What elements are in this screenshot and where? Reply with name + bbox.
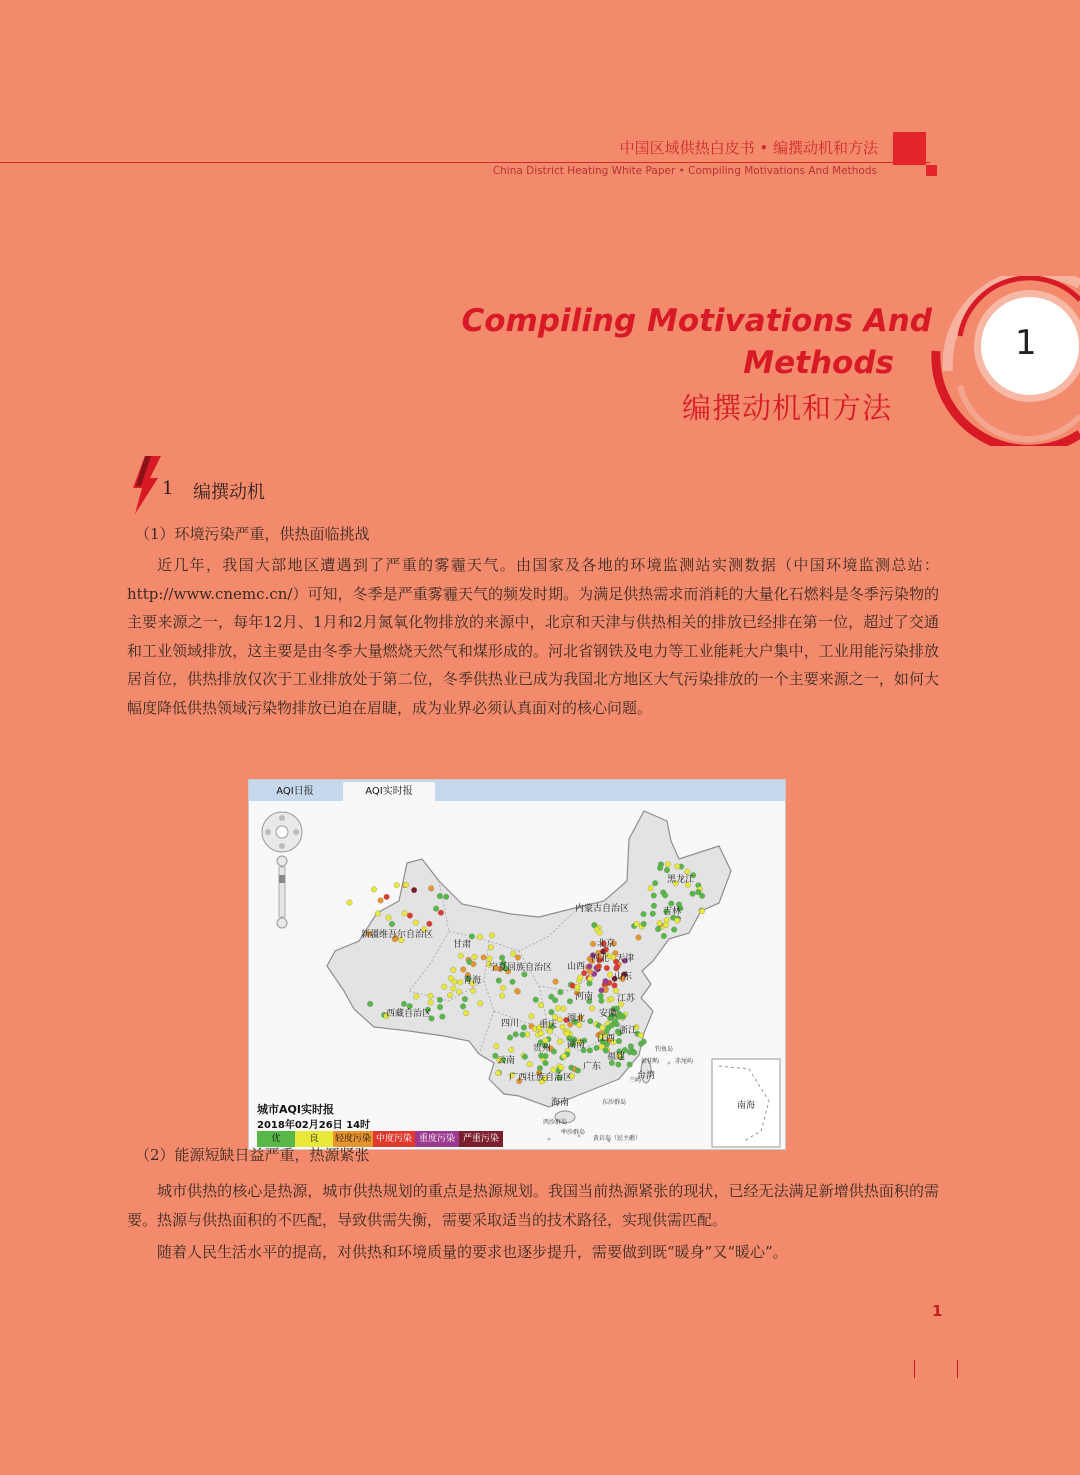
aqi-station-dot[interactable]	[414, 994, 420, 1000]
aqi-station-dot[interactable]	[428, 993, 434, 999]
aqi-station-dot[interactable]	[557, 1017, 563, 1023]
aqi-station-dot[interactable]	[549, 1009, 555, 1015]
aqi-station-dot[interactable]	[375, 911, 381, 917]
legend-item: 优	[257, 1131, 295, 1147]
paragraph-3: 随着人民生活水平的提高，对供热和环境质量的要求也逐步提升，需要做到既“暖身”又“暖心”。	[157, 1243, 788, 1261]
paragraph-1: 近几年，我国大部地区遭遇到了严重的雾霾天气。由国家及各地的环境监测站实测数据（中国环境监测总站：http://www.cnemc.cn/）可知，冬季是严重雾霾天气的频发时期。为满足供热需求而消耗的大量化石燃料是冬季污染物的主要来源之一，每年12月、1月和2月氮氧化物排放的来源中，北京和天津与供热相关的排放已经排在第一位，超过了交通和工业领域排放，这主要是由冬季大量燃烧天然气和煤形成的。河北省钢铁及电力等工业能耗大户集中，工业用能污染排放居首位，供热排放仅次于工业排放处于第二位，冬季供热业已成为我国北方地区大气污染排放的一个主要来源之一，如何大幅度降低供热领域污染物排放已迫在眉睫，成为业界必须认真面对的核心问题。	[127, 556, 939, 717]
chapter-title-en-line2: Methods	[743, 345, 894, 381]
aqi-station-dot[interactable]	[494, 1043, 500, 1049]
aqi-station-dot[interactable]	[401, 1001, 407, 1007]
label-gansu: 甘肃	[453, 940, 472, 950]
aqi-station-dot[interactable]	[587, 964, 593, 970]
label-hunan: 湖南	[567, 1040, 586, 1050]
label-diaoyu: 钓鱼岛	[655, 1046, 674, 1053]
aqi-station-dot[interactable]	[533, 997, 539, 1003]
aqi-station-dot[interactable]	[389, 921, 395, 927]
aqi-station-dot[interactable]	[616, 1062, 622, 1068]
aqi-station-dot[interactable]	[461, 967, 467, 973]
label-ningxia: 宁夏回族自治区	[489, 963, 553, 973]
aqi-station-dot[interactable]	[594, 1045, 600, 1051]
legend-item: 重度污染	[415, 1131, 459, 1147]
aqi-station-dot[interactable]	[489, 933, 495, 939]
label-xizang: 西藏自治区	[386, 1009, 432, 1019]
aqi-station-dot[interactable]	[671, 927, 677, 933]
aqi-station-dot[interactable]	[575, 1068, 581, 1074]
aqi-station-dot[interactable]	[543, 1038, 549, 1044]
aqi-station-dot[interactable]	[462, 996, 468, 1002]
aqi-station-dot[interactable]	[699, 908, 705, 914]
aqi-station-dot[interactable]	[599, 988, 605, 994]
label-huangyan: 黄岩岛（民主礁）	[593, 1135, 642, 1142]
aqi-station-dot[interactable]	[674, 864, 680, 870]
aqi-station-dot[interactable]	[509, 1047, 515, 1053]
aqi-station-dot[interactable]	[564, 1031, 570, 1037]
header-rule	[0, 162, 930, 163]
aqi-station-dot[interactable]	[560, 1024, 566, 1030]
aqi-station-dot[interactable]	[651, 903, 657, 909]
aqi-station-dot[interactable]	[607, 972, 613, 978]
map-tab-bar	[249, 780, 785, 801]
aqi-station-dot[interactable]	[428, 1000, 434, 1006]
aqi-station-dot[interactable]	[500, 985, 506, 991]
label-nanhai: 南海	[737, 1101, 756, 1111]
aqi-station-dot[interactable]	[657, 920, 663, 926]
label-fujian: 福建	[607, 1052, 626, 1062]
legend-item: 轻度污染	[333, 1131, 373, 1147]
aqi-station-dot[interactable]	[674, 918, 680, 924]
aqi-station-dot[interactable]	[499, 993, 505, 999]
label-beijing: 北京	[597, 939, 616, 949]
label-zhejiang: 浙江	[619, 1026, 638, 1036]
aqi-station-dot[interactable]	[558, 989, 564, 995]
aqi-station-dot[interactable]	[543, 1060, 549, 1066]
aqi-station-dot[interactable]	[557, 1039, 563, 1045]
aqi-station-dot[interactable]	[650, 911, 656, 917]
aqi-station-dot[interactable]	[665, 861, 671, 867]
aqi-station-dot[interactable]	[495, 1070, 501, 1076]
aqi-station-dot[interactable]	[451, 986, 457, 992]
label-guangdong: 广东	[583, 1062, 602, 1072]
aqi-station-dot[interactable]	[452, 979, 458, 985]
section-title: 编撰动机	[193, 482, 265, 503]
aqi-station-dot[interactable]	[604, 965, 610, 971]
aqi-station-dot[interactable]	[597, 930, 603, 936]
aqi-station-dot[interactable]	[427, 921, 433, 927]
aqi-station-dot[interactable]	[407, 913, 413, 919]
label-neimenggu: 内蒙古自治区	[575, 904, 630, 914]
label-pengjia: 彭佳屿	[641, 1058, 660, 1065]
aqi-station-dot[interactable]	[441, 984, 447, 990]
aqi-station-dot[interactable]	[587, 981, 593, 987]
aqi-station-dot[interactable]	[599, 998, 605, 1004]
label-hebei: 河北	[591, 954, 610, 964]
aqi-station-dot[interactable]	[634, 921, 640, 927]
aqi-station-dot[interactable]	[636, 935, 642, 941]
aqi-station-dot[interactable]	[561, 1053, 567, 1059]
aqi-station-dot[interactable]	[668, 901, 674, 907]
aqi-station-dot[interactable]	[460, 1004, 466, 1010]
aqi-station-dot[interactable]	[551, 1067, 557, 1073]
aqi-station-dot[interactable]	[463, 1010, 469, 1016]
aqi-station-dot[interactable]	[456, 989, 462, 995]
aqi-station-dot[interactable]	[537, 1065, 543, 1071]
legend-item: 良	[295, 1131, 333, 1147]
label-taiwan: 台湾	[637, 1071, 656, 1081]
subheading-2: （2）能源短缺日益严重，热源紧张	[135, 1146, 370, 1164]
aqi-station-dot[interactable]	[662, 893, 668, 899]
section-number: 1	[162, 478, 174, 499]
aqi-station-dot[interactable]	[384, 894, 390, 900]
label-zhongsha: 中沙群岛	[561, 1129, 586, 1136]
aqi-station-dot[interactable]	[438, 910, 444, 916]
aqi-station-dot[interactable]	[567, 999, 573, 1005]
paragraph-2: 城市供热的核心是热源，城市供热规划的重点是热源规划。我国当前热源紧张的现状，已经无法满足新增供热面积的需要。热源与供热面积的不匹配，导致供需失衡，需要采取适当的技术路径，实现供需匹配。	[127, 1182, 939, 1229]
label-chongqing: 重庆	[539, 1020, 558, 1030]
aqi-station-dot[interactable]	[587, 1048, 593, 1054]
label-yunnan: 云南	[497, 1056, 516, 1066]
label-lanyu: 兰屿	[629, 1077, 642, 1084]
label-dongsha: 东沙群岛	[602, 1099, 627, 1106]
aqi-station-dot[interactable]	[413, 920, 419, 926]
label-xisha: 西沙群岛	[543, 1119, 568, 1126]
aqi-station-dot[interactable]	[428, 886, 434, 892]
aqi-station-dot[interactable]	[598, 993, 604, 999]
aqi-station-dot[interactable]	[367, 1001, 373, 1007]
aqi-station-dot[interactable]	[447, 992, 453, 998]
aqi-station-dot[interactable]	[403, 882, 409, 888]
aqi-station-dot[interactable]	[587, 969, 593, 975]
aqi-station-dot[interactable]	[472, 954, 478, 960]
aqi-station-dot[interactable]	[553, 979, 559, 985]
aqi-station-dot[interactable]	[589, 1006, 595, 1012]
aqi-station-dot[interactable]	[588, 1018, 594, 1024]
label-hainan: 海南	[551, 1098, 570, 1108]
aqi-station-dot[interactable]	[402, 911, 408, 917]
label-anhui: 安徽	[599, 1009, 618, 1019]
aqi-station-dot[interactable]	[515, 955, 521, 961]
aqi-station-dot[interactable]	[433, 906, 439, 912]
aqi-map-figure	[248, 779, 786, 1150]
legend-date: 2018年02月26日 14时	[257, 1120, 371, 1131]
header-square-icon	[893, 132, 926, 165]
aqi-station-dot[interactable]	[612, 983, 618, 989]
legend-item: 严重污染	[459, 1131, 503, 1147]
aqi-station-dot[interactable]	[641, 921, 647, 927]
aqi-station-dot[interactable]	[631, 1050, 637, 1056]
aqi-station-dot[interactable]	[614, 964, 620, 970]
aqi-station-dot[interactable]	[559, 1065, 565, 1071]
aqi-station-dot[interactable]	[699, 893, 705, 899]
aqi-station-dot[interactable]	[609, 996, 615, 1002]
aqi-station-dot[interactable]	[603, 978, 609, 984]
aqi-station-dot[interactable]	[371, 887, 377, 893]
running-header-cn: 中国区域供热白皮书 • 编撰动机和方法	[619, 139, 878, 157]
running-header-en: China District Heating White Paper • Compiling Motivations And Methods	[492, 165, 877, 177]
aqi-station-dot[interactable]	[609, 1022, 615, 1028]
chapter-title-en-line1: Compiling Motivations And	[461, 303, 932, 339]
aqi-station-dot[interactable]	[685, 869, 691, 875]
aqi-station-dot[interactable]	[437, 997, 443, 1003]
aqi-station-dot[interactable]	[477, 1001, 483, 1007]
aqi-station-dot[interactable]	[575, 984, 581, 990]
aqi-station-dot[interactable]	[651, 893, 657, 899]
aqi-station-dot[interactable]	[496, 978, 502, 984]
aqi-station-dot[interactable]	[627, 1062, 633, 1068]
label-heilongjiang: 黑龙江	[667, 875, 695, 885]
aqi-station-dot[interactable]	[437, 1004, 443, 1010]
aqi-station-dot[interactable]	[471, 961, 477, 967]
aqi-station-dot[interactable]	[577, 975, 583, 981]
aqi-station-dot[interactable]	[458, 953, 464, 959]
aqi-station-dot[interactable]	[638, 1033, 644, 1039]
aqi-station-dot[interactable]	[655, 926, 661, 932]
page-number: 1	[932, 1302, 943, 1320]
label-qinghai: 青海	[463, 976, 482, 986]
aqi-station-dot[interactable]	[555, 1005, 561, 1011]
lightning-bolt-icon	[131, 456, 163, 514]
label-chiwei: 赤尾屿	[675, 1058, 694, 1065]
aqi-station-dot[interactable]	[443, 894, 449, 900]
aqi-station-dot[interactable]	[378, 898, 384, 904]
aqi-station-dot[interactable]	[386, 915, 392, 921]
footer-tick-left	[914, 1360, 915, 1378]
aqi-station-dot[interactable]	[538, 1002, 544, 1008]
aqi-station-dot[interactable]	[411, 887, 417, 893]
label-tianjin: 天津	[616, 954, 635, 964]
aqi-station-dot[interactable]	[507, 1035, 513, 1041]
chapter-badge-icon	[930, 276, 1080, 446]
label-jilin: 吉林	[663, 907, 682, 917]
aqi-station-dot[interactable]	[510, 979, 516, 985]
aqi-station-dot[interactable]	[657, 865, 663, 871]
aqi-station-dot[interactable]	[469, 934, 475, 940]
tab-aqi-realtime[interactable]: AQI实时报	[343, 782, 435, 801]
aqi-station-dot[interactable]	[661, 933, 667, 939]
label-henan: 河南	[575, 992, 594, 1002]
aqi-station-dot[interactable]	[529, 1014, 535, 1020]
aqi-station-dot[interactable]	[481, 955, 487, 961]
aqi-station-dot[interactable]	[561, 1006, 567, 1012]
aqi-station-dot[interactable]	[521, 1025, 527, 1031]
map-zoom-slider[interactable]	[277, 856, 287, 928]
aqi-station-dot[interactable]	[652, 880, 658, 886]
aqi-station-dot[interactable]	[641, 1039, 647, 1045]
chapter-title-en	[372, 300, 932, 384]
aqi-station-dot[interactable]	[616, 1038, 622, 1044]
chapter-number: 1	[1015, 323, 1037, 363]
aqi-station-dot[interactable]	[394, 882, 400, 888]
aqi-station-dot[interactable]	[437, 893, 443, 899]
aqi-station-dot[interactable]	[470, 988, 476, 994]
aqi-station-dot[interactable]	[520, 1032, 526, 1038]
aqi-station-dot[interactable]	[620, 1014, 626, 1020]
map-pan-control[interactable]	[262, 812, 302, 852]
aqi-station-dot[interactable]	[549, 994, 555, 1000]
aqi-station-dot[interactable]	[690, 891, 696, 897]
aqi-station-dot[interactable]	[527, 1061, 533, 1067]
legend-title: 城市AQI实时报	[257, 1103, 334, 1116]
legend-item: 中度污染	[373, 1131, 415, 1147]
aqi-station-dot[interactable]	[477, 934, 483, 940]
aqi-station-dot[interactable]	[499, 955, 505, 961]
subheading-1: （1）环境污染严重，供热面临挑战	[135, 525, 370, 543]
header-small-square-icon	[926, 165, 937, 176]
aqi-station-dot[interactable]	[664, 917, 670, 923]
aqi-station-dot[interactable]	[599, 1044, 605, 1050]
aqi-station-dot[interactable]	[515, 989, 521, 995]
aqi-station-dot[interactable]	[551, 1049, 557, 1055]
chapter-title-cn: 编撰动机和方法	[681, 391, 892, 425]
label-guangxi: 广西壮族自治区	[509, 1073, 573, 1083]
aqi-station-dot[interactable]	[488, 945, 494, 951]
label-xinjiang: 新疆维吾尔自治区	[361, 930, 434, 940]
aqi-station-dot[interactable]	[510, 951, 516, 957]
aqi-station-dot[interactable]	[451, 967, 457, 973]
label-shandong: 山东	[614, 972, 633, 982]
label-hubei: 湖北	[567, 1014, 586, 1024]
aqi-station-dot[interactable]	[613, 988, 619, 994]
label-jiangxi: 江西	[597, 1034, 616, 1044]
tab-aqi-daily[interactable]: AQI日报	[249, 782, 341, 801]
aqi-station-dot[interactable]	[440, 1014, 446, 1020]
label-guizhou: 贵州	[533, 1044, 552, 1054]
aqi-station-dot[interactable]	[513, 1032, 519, 1038]
aqi-station-dot[interactable]	[347, 900, 353, 906]
aqi-station-dot[interactable]	[522, 1054, 528, 1060]
china-aqi-map	[249, 801, 786, 1150]
footer-tick-right	[957, 1360, 958, 1378]
label-jiangsu: 江苏	[617, 994, 636, 1004]
aqi-station-dot[interactable]	[487, 956, 493, 962]
aqi-station-dot[interactable]	[648, 885, 654, 891]
aqi-station-dot[interactable]	[590, 941, 596, 947]
label-sichuan: 四川	[501, 1019, 520, 1029]
aqi-station-dot[interactable]	[596, 964, 602, 970]
label-shanxi: 山西	[567, 962, 586, 972]
aqi-station-dot[interactable]	[664, 867, 670, 873]
aqi-station-dot[interactable]	[641, 911, 647, 917]
